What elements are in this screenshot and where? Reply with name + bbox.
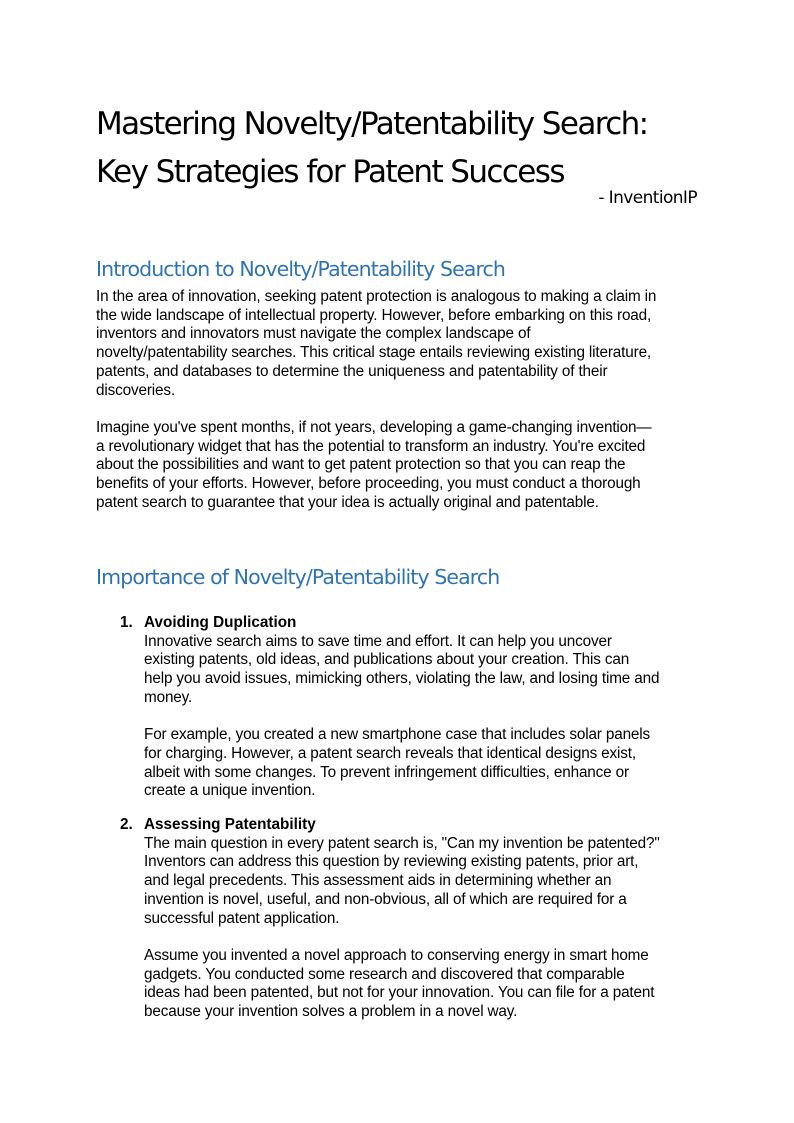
list-item-body [144, 816, 724, 1022]
list-item-title: Assessing Patentability [144, 816, 316, 833]
text-line: gadgets. You conducted some research and discovered that comparable [144, 965, 625, 983]
intro-paragraph-1 [96, 288, 706, 400]
text-line: create a unique invention. [144, 782, 316, 800]
list-item-paragraph-1 [144, 633, 724, 708]
text-line: patents, and databases to determine the uniqueness and patentability of their [96, 362, 608, 380]
text-line: albeit with some changes. To prevent infringement difficulties, enhance or [144, 763, 629, 781]
text-line: The main question in every patent search is, "Can my invention be patented?" [144, 834, 660, 852]
text-line: In the area of innovation, seeking patent protection is analogous to making a claim in [96, 288, 657, 305]
section-heading-importance: Importance of Novelty/Patentability Search [96, 565, 500, 589]
title-line: Key Strategies for Patent Success [96, 154, 564, 190]
text-line: Imagine you've spent months, if not years, developing a game-changing invention— [96, 419, 652, 436]
text-line: discoveries. [96, 381, 175, 399]
text-line: a revolutionary widget that has the potential to transform an industry. You're excited [96, 437, 646, 455]
text-line: Inventors can address this question by reviewing existing patents, prior art, [144, 853, 639, 871]
text-line: and legal precedents. This assessment aids in determining whether an [144, 872, 612, 890]
list-item-paragraph-2 [144, 947, 724, 1022]
text-line: help you avoid issues, mimicking others, violating the law, and losing time and [144, 670, 660, 688]
list-item-paragraph-2 [144, 726, 724, 801]
author-byline: - InventionIP [598, 188, 697, 208]
section-heading-introduction: Introduction to Novelty/Patentability Search [96, 257, 506, 281]
intro-paragraph-2 [96, 419, 706, 513]
list-item-title: Avoiding Duplication [144, 614, 297, 631]
text-line: because your invention solves a problem in a novel way. [144, 1003, 518, 1021]
title-line: Mastering Novelty/Patentability Search: [96, 106, 648, 142]
text-line: for charging. However, a patent search reveals that identical designs exist, [144, 744, 636, 762]
text-line: about the possibilities and want to get patent protection so that you can reap the [96, 456, 626, 474]
paragraph-spacer [144, 928, 724, 947]
text-line: Innovative search aims to save time and effort. It can help you uncover [144, 632, 612, 650]
list-item-body [144, 614, 724, 801]
list-item-number: 2. [120, 816, 133, 833]
text-line: successful patent application. [144, 909, 340, 927]
text-line: ideas had been patented, but not for your innovation. You can file for a patent [144, 984, 655, 1002]
text-line: existing patents, old ideas, and publications about your creation. This can [144, 651, 630, 669]
text-line: Assume you invented a novel approach to conserving energy in smart home [144, 946, 649, 964]
document-title [96, 100, 736, 196]
paragraph-spacer [144, 708, 724, 727]
text-line: novelty/patentability searches. This critical stage entails reviewing existing literature, [96, 344, 652, 362]
list-item-paragraph-1 [144, 835, 724, 929]
list-item-number: 1. [120, 614, 133, 631]
text-line: the wide landscape of intellectual property. However, before embarking on this road, [96, 306, 652, 324]
text-line: inventors and innovators must navigate the complex landscape of [96, 325, 531, 343]
text-line: For example, you created a new smartphone case that includes solar panels [144, 726, 651, 744]
text-line: invention is novel, useful, and non-obvious, all of which are required for a [144, 890, 627, 908]
text-line: patent search to guarantee that your idea is actually original and patentable. [96, 493, 599, 511]
text-line: money. [144, 688, 193, 706]
text-line: benefits of your efforts. However, before proceeding, you must conduct a thorough [96, 475, 641, 493]
